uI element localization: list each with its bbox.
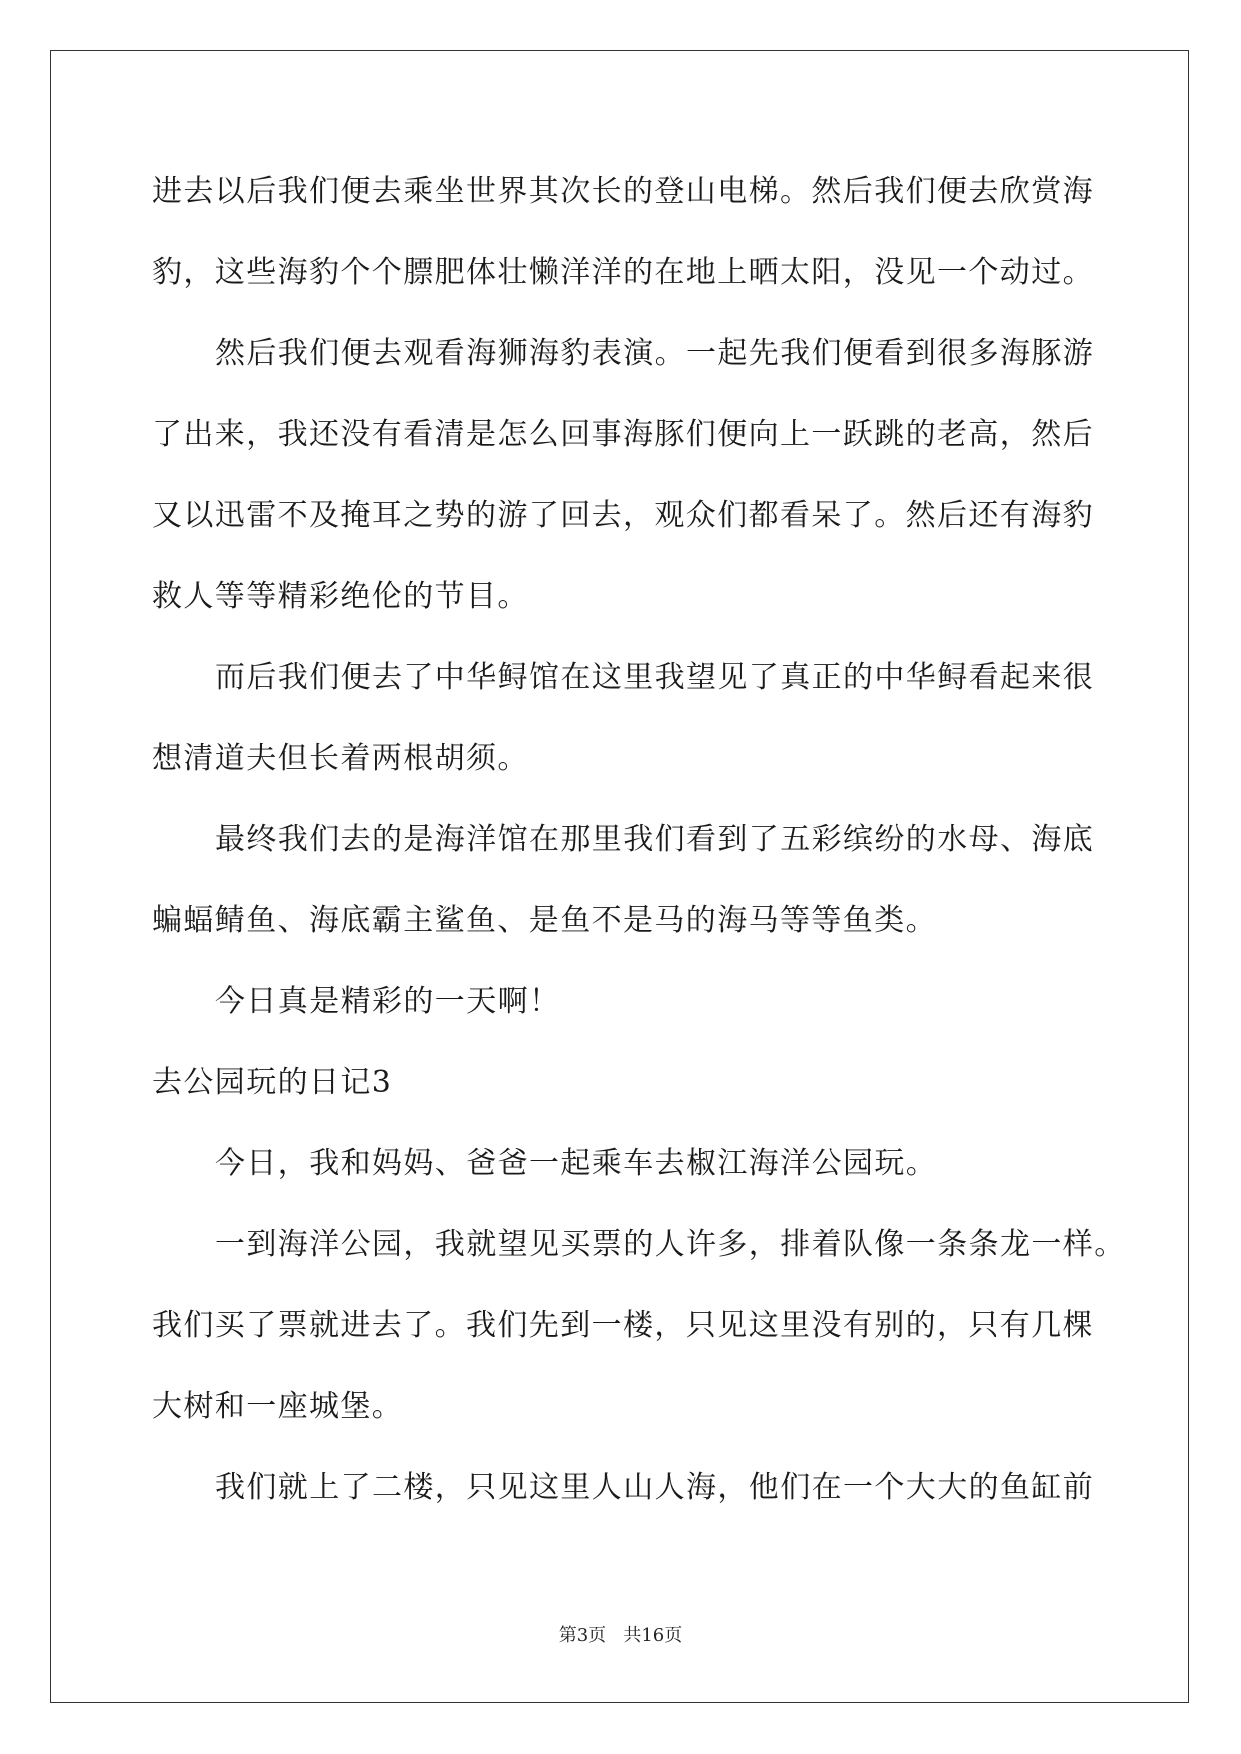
text-line-11: 今日真是精彩的一天啊！ [215,984,561,1019]
section-heading: 去公园玩的日记3 [152,1065,393,1100]
text-line-13: 今日，我和妈妈、爸爸一起乘车去椒江海洋公园玩。 [215,1146,938,1181]
text-line-6: 救人等等精彩绝伦的节目。 [152,579,529,614]
text-line-5: 又以迅雷不及掩耳之势的游了回去，观众们都看呆了。然后还有海豹 [152,498,1094,533]
text-line-3: 然后我们便去观看海狮海豹表演。一起先我们便看到很多海豚游 [215,336,1095,371]
text-line-16: 大树和一座城堡。 [152,1389,404,1424]
text-line-4: 了出来，我还没有看清是怎么回事海豚们便向上一跃跳的老高，然后 [152,417,1094,452]
text-line-1: 进去以后我们便去乘坐世界其次长的登山电梯。然后我们便去欣赏海 [152,174,1094,209]
text-line-14: 一到海洋公园，我就望见买票的人许多，排着队像一条条龙一样。 [215,1227,1126,1262]
text-line-7: 而后我们便去了中华鲟馆在这里我望见了真正的中华鲟看起来很 [215,660,1095,695]
text-line-17: 我们就上了二楼，只见这里人山人海，他们在一个大大的鱼缸前 [215,1470,1095,1505]
text-line-8: 想清道夫但长着两根胡须。 [152,741,529,776]
text-line-2: 豹，这些海豹个个膘肥体壮懒洋洋的在地上晒太阳，没见一个动过。 [152,255,1094,290]
text-line-10: 蝙蝠鲭鱼、海底霸主鲨鱼、是鱼不是马的海马等等鱼类。 [152,903,937,938]
page-number-footer: 第3页 共16页 [558,1625,683,1646]
text-line-9: 最终我们去的是海洋馆在那里我们看到了五彩缤纷的水母、海底 [215,822,1095,857]
document-body [152,162,1126,1539]
text-line-15: 我们买了票就进去了。我们先到一楼，只见这里没有别的，只有几棵 [152,1308,1094,1343]
